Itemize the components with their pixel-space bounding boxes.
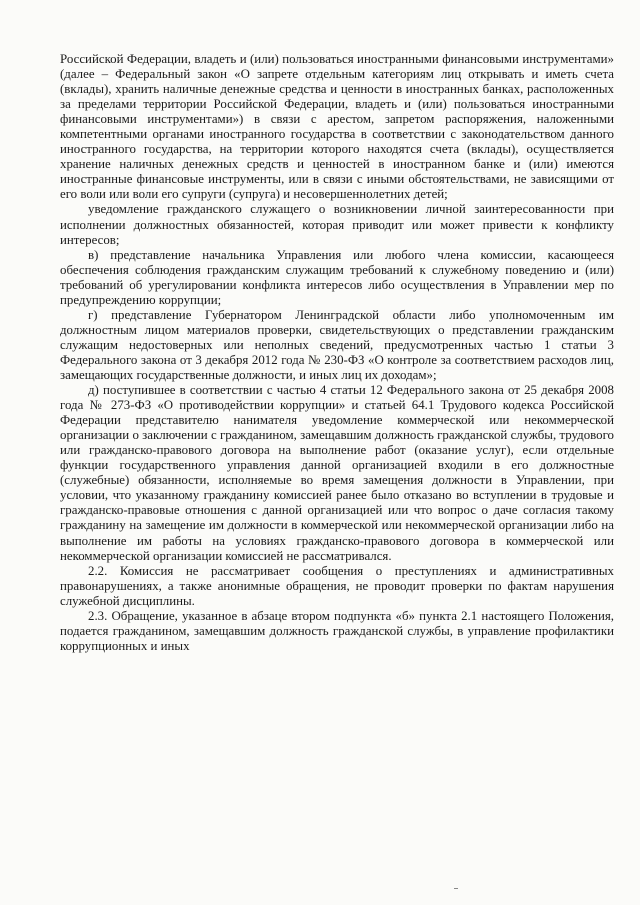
paragraph-notice-conflict-of-interest: уведомление гражданского служащего о возникновении личной заинтересованности при исполнении должностных обязанностей, которая приводит или может привести к конфликту интересов;: [60, 202, 614, 247]
paragraph-item-d: д) поступившее в соответствии с частью 4 статьи 12 Федерального закона от 25 декабря 2008 года № 273-ФЗ «О противодействии коррупции» и статьей 64.1 Трудового кодекса Российской Федерации представителю нанимателя уведомление коммерческой или некоммерческой организации о заключении с гражданином, замещавшим должность гражданской службы, трудового или гражданско-правового договора на выполнение работ (оказание услуг), если отдельные функции государственного управления данной организацией входили в его должностные (служебные) обязанности, исполняемые во время замещения должности в Управлении, при условии, что указанному гражданину комиссией ранее было отказано во вступлении в трудовые и гражданско-правовые отношения с данной организацией или что вопрос о даче согласия такому гражданину на замещение им должности в коммерческой или некоммерческой организации либо на выполнение им работы на условиях гражданско-правового договора в коммерческой или некоммерческой организации комиссией не рассматривался.: [60, 383, 614, 563]
document-body: [60, 52, 614, 654]
paragraph-continuation: Российской Федерации, владеть и (или) пользоваться иностранными финансовыми инструментами» (далее – Федеральный закон «О запрете отдельным категориям лиц открывать и иметь счета (вклады), хранить наличные денежные средства и ценности в иностранных банках, расположенных за пределами территории Российской Федерации, владеть и (или) пользоваться иностранными финансовыми инструментами») в связи с арестом, запретом распоряжения, наложенными компетентными органами иностранного государства в соответствии с законодательством данного иностранного государства, на территории которого находятся счета (вклады), осуществляется хранение наличных денежных средств и ценностей в иностранном банке и (или) имеются иностранные финансовые инструменты, или в связи с иными обстоятельствами, не зависящими от его воли или воли его супруги (супруга) и несовершеннолетних детей;: [60, 52, 614, 202]
paragraph-2-3: 2.3. Обращение, указанное в абзаце втором подпункта «б» пункта 2.1 настоящего Положения, подается гражданином, замещавшим должность гражданской службы, в управление профилактики коррупционных и иных: [60, 608, 614, 653]
paragraph-item-g: г) представление Губернатором Ленинградской области либо уполномоченным им должностным лицом материалов проверки, свидетельствующих о представлении гражданским служащим недостоверных или неполных сведений, предусмотренных частью 1 статьи 3 Федерального закона от 3 декабря 2012 года № 230-ФЗ «О контроле за соответствием расходов лиц, замещающих государственные должности, и иных лиц их доходам»;: [60, 307, 614, 382]
scan-artifact: [454, 888, 458, 889]
paragraph-item-v: в) представление начальника Управления или любого члена комиссии, касающееся обеспечения соблюдения гражданским служащим требований к служебному поведению и (или) требований об урегулировании конфликта интересов либо осуществления в Управлении мер по предупреждению коррупции;: [60, 247, 614, 307]
paragraph-2-2: 2.2. Комиссия не рассматривает сообщения о преступлениях и административных правонарушениях, а также анонимные обращения, не проводит проверки по фактам нарушения служебной дисциплины.: [60, 563, 614, 608]
